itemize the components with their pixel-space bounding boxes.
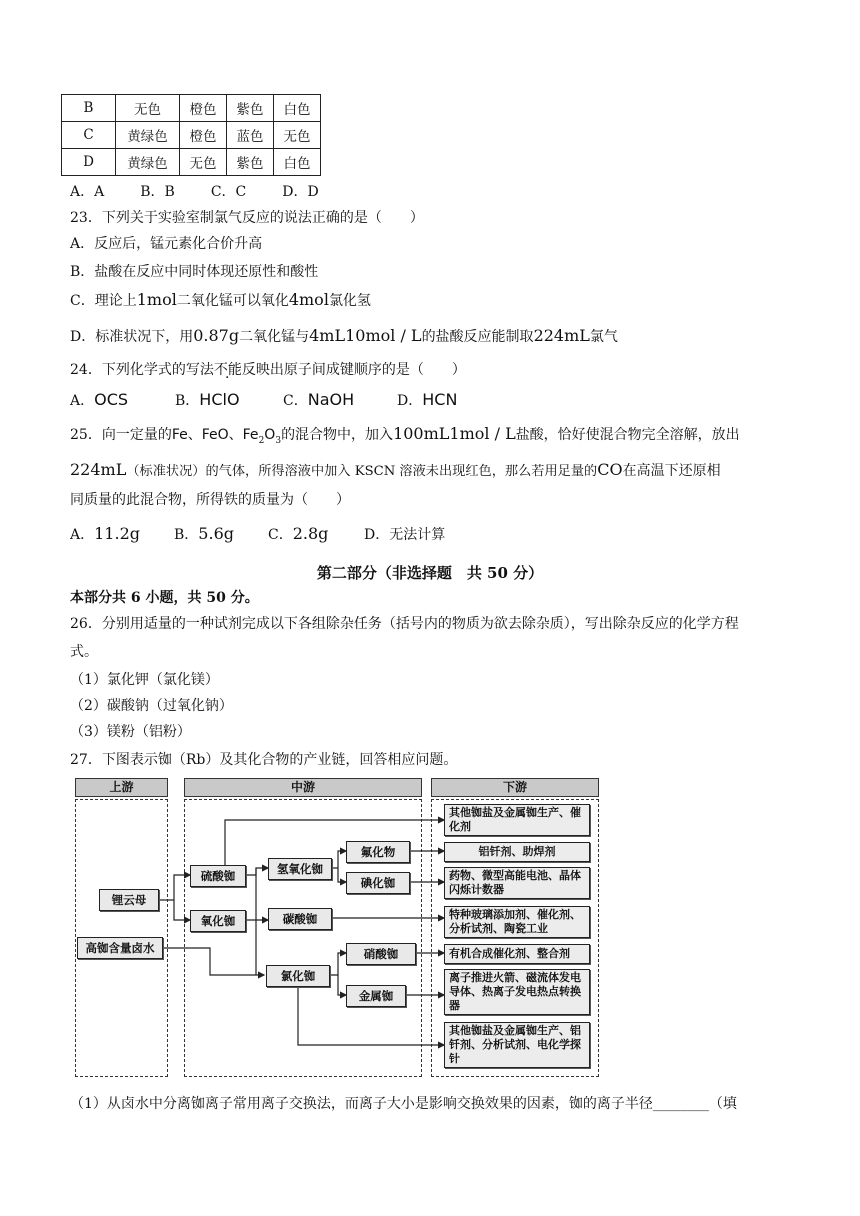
subscript: 3 — [275, 435, 282, 446]
mid-fluoride: 氟化物 — [346, 841, 410, 863]
table-cell: 无色 — [116, 95, 180, 122]
formula: OCS — [94, 390, 129, 409]
mid-rb-sulfate: 硫酸铷 — [190, 865, 246, 887]
table-cell: D — [62, 149, 116, 176]
letter: B． — [174, 527, 199, 543]
text: 在高温下还原相 — [622, 463, 721, 479]
section-subtitle: 本部分共 6 小题，共 50 分。 — [70, 590, 259, 606]
text: C．理论上 — [70, 293, 137, 309]
q27-stem: 27．下图表示铷（Rb）及其化合物的产业链，回答相应问题。 — [70, 752, 458, 768]
letter: D． — [397, 393, 423, 409]
table-cell: C — [62, 122, 116, 149]
q26-item-1: （1）氯化钾（氯化镁） — [70, 672, 219, 688]
output-item: 离子推进火箭、磁流体发电导体、热离子发电热点转换器 — [444, 969, 590, 1015]
table-cell: 白色 — [274, 95, 321, 122]
emphasis-text: 不能 — [213, 362, 242, 378]
table-cell: 蓝色 — [227, 122, 274, 149]
output-item: 其他铷盐及金属铷生产、铝钎剂、分析试剂、电化学探针 — [444, 1022, 590, 1068]
text: D．标准状况下，用 — [70, 329, 194, 345]
text: 二氧化锰可以氧化 — [176, 293, 289, 309]
value: 5.6g — [198, 524, 234, 543]
upstream-header: 上游 — [75, 778, 168, 797]
output-item: 其他铷盐及金属铷生产、催化剂 — [444, 804, 590, 836]
table-cell: 无色 — [180, 149, 227, 176]
q26-line1: 26．分别用适量的一种试剂完成以下各组除杂任务（括号内的物质为欲去除杂质），写出除杂反应的化学方程 — [70, 616, 739, 632]
text: 的盐酸反应能制取 — [421, 329, 534, 345]
text: 24．下列化学式的写法 — [70, 362, 214, 378]
table-cell: 黄绿色 — [116, 149, 180, 176]
amount: 1mol — [136, 290, 177, 309]
q26-line2: 式。 — [70, 644, 98, 660]
q26-item-2: （2）碳酸钠（过氧化钠） — [70, 698, 233, 714]
choice-b[interactable]: B．B — [140, 184, 175, 200]
value: 2.8g — [292, 524, 329, 543]
q23-option-b[interactable]: B．盐酸在反应中同时体现还原性和酸性 — [70, 264, 319, 280]
q23-option-a[interactable]: A．反应后，锰元素化合价升高 — [70, 236, 263, 252]
formula: HCN — [422, 390, 458, 409]
text: 25．向一定量的 — [70, 427, 172, 443]
q26-item-3: （3）镁粉（铝粉） — [70, 724, 191, 740]
section-title: 第二部分（非选择题 共 50 分） — [316, 564, 544, 582]
formula: CO — [597, 460, 623, 479]
q27-sub1: （1）从卤水中分离铷离子常用离子交换法，而离子大小是影响交换效果的因素，铷的离子半径________（填 — [70, 1096, 737, 1112]
output-item: 药物、微型高能电池、晶体闪烁计数器 — [444, 867, 590, 899]
choice-c[interactable]: C．C — [210, 184, 247, 200]
amount: 100mL1mol / L — [393, 424, 516, 443]
downstream-header: 下游 — [431, 778, 599, 797]
formula: O — [264, 427, 276, 443]
text: 氯化氢 — [328, 293, 371, 309]
table-cell: 橙色 — [180, 122, 227, 149]
text: 盐酸，恰好使混合物完全溶解，放出 — [515, 427, 740, 443]
mid-rb-chloride: 氯化铷 — [266, 965, 330, 987]
table-cell: B — [62, 95, 116, 122]
q23-stem: 23．下列关于实验室制氯气反应的说法正确的是（ ） — [70, 210, 424, 226]
table-cell: 无色 — [274, 122, 321, 149]
table-cell: 白色 — [274, 149, 321, 176]
table-cell: 紫色 — [227, 95, 274, 122]
letter: A． — [70, 393, 95, 409]
mid-rb-carbonate: 碳酸铷 — [268, 908, 332, 930]
formula: HClO — [199, 390, 240, 409]
midstream-header: 中游 — [184, 778, 422, 797]
letter: B． — [175, 393, 200, 409]
formula: Fe、FeO、Fe — [171, 427, 259, 443]
mid-rb-oxide: 氧化铷 — [190, 910, 246, 932]
source-lepidolite: 锂云母 — [99, 889, 159, 911]
letter: C． — [268, 527, 293, 543]
text: 的混合物中，加入 — [281, 427, 394, 443]
mid-rb-iodide: 碘化铷 — [346, 872, 410, 894]
amount: 224mL — [70, 460, 127, 479]
letter: C． — [283, 393, 308, 409]
amount: 4mL10mol / L — [309, 326, 422, 345]
amount: 4mol — [288, 290, 329, 309]
value: 11.2g — [94, 524, 140, 543]
amount: 0.87g — [193, 326, 240, 345]
output-item: 特种玻璃添加剂、催化剂、分析试剂、陶瓷工业 — [444, 906, 590, 938]
formula: NaOH — [307, 390, 355, 409]
letter: D． — [364, 527, 390, 543]
table-cell: 紫色 — [227, 149, 274, 176]
q25-line3: 同质量的此混合物，所得铁的质量为（ ） — [70, 492, 350, 508]
letter: A． — [70, 527, 95, 543]
text: 氯气 — [589, 329, 618, 345]
amount: 224mL — [533, 326, 590, 345]
value: 无法计算 — [389, 527, 446, 543]
mid-rb-hydroxide: 氢氧化铷 — [268, 858, 332, 880]
choice-d[interactable]: D．D — [282, 184, 319, 200]
output-item: 铝钎剂、助焊剂 — [444, 842, 590, 862]
mid-rb-nitrate: 硝酸铷 — [346, 943, 416, 965]
text: （标准状况）的气体，所得溶液中加入 KSCN 溶液未出现红色，那么若用足量的 — [126, 464, 598, 479]
table-cell: 橙色 — [180, 95, 227, 122]
mid-rb-metal: 金属铷 — [346, 985, 406, 1007]
source-brine: 高铷含量卤水 — [77, 937, 163, 959]
text: 二氧化锰与 — [239, 329, 310, 345]
output-item: 有机合成催化剂、整合剂 — [444, 944, 590, 964]
choice-a[interactable]: A．A — [70, 184, 105, 200]
table-cell: 黄绿色 — [116, 122, 180, 149]
subscript: 2 — [258, 435, 265, 446]
text: 反映出原子间成键顺序的是（ ） — [241, 362, 466, 378]
